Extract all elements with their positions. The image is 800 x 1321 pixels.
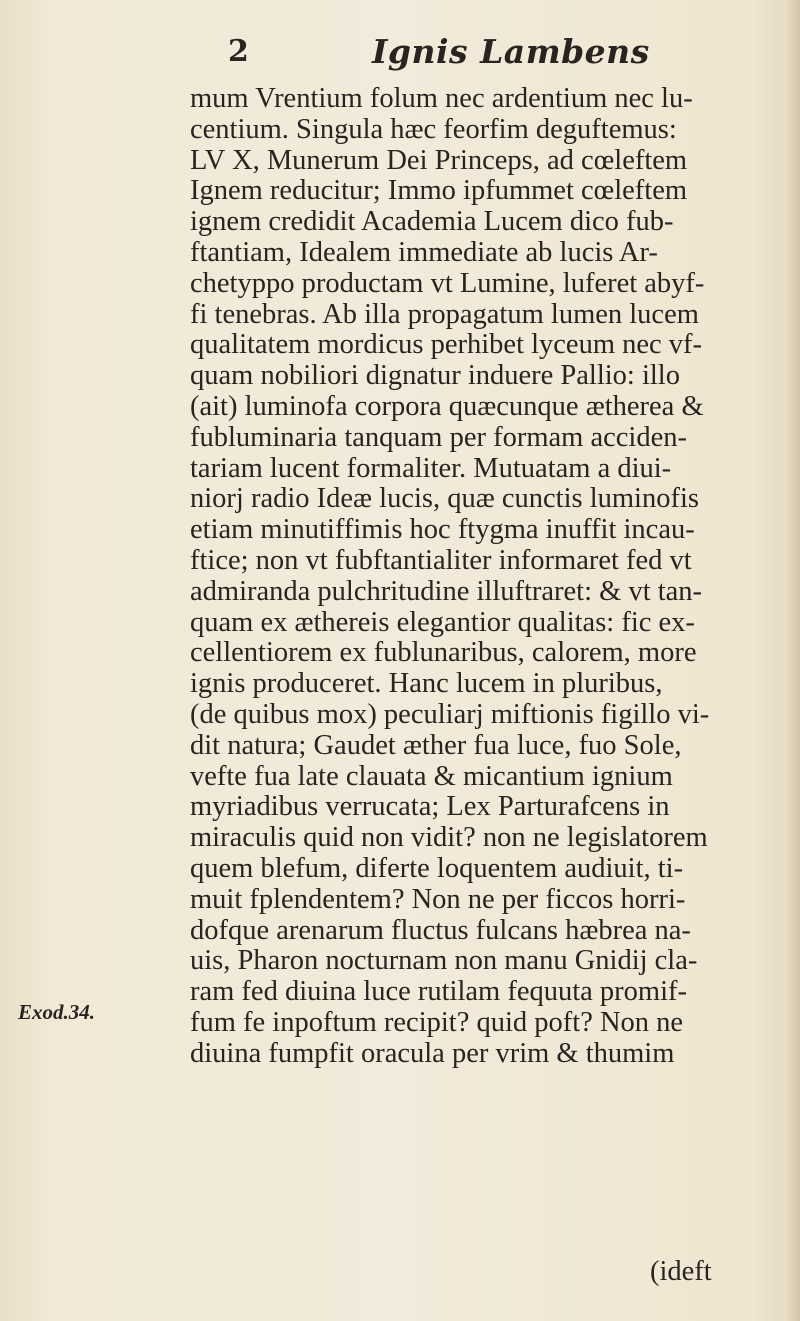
text-line: fubluminaria tanquam per formam acciden- <box>190 421 687 453</box>
page-edge-shadow <box>786 0 800 1321</box>
text-line: quam ex æthereis elegantior qualitas: fic ex- <box>190 606 695 638</box>
running-title: Ignis Lambens <box>372 32 650 71</box>
text-line: qualitatem mordicus perhibet lyceum nec vf- <box>190 329 703 361</box>
text-line: (ait) luminofa corpora quæcunque ætherea & <box>190 390 704 422</box>
text-line: quam nobiliori dignatur induere Pallio: illo <box>190 360 680 392</box>
text-line: admiranda pulchritudine illuftraret: & vt tan- <box>190 575 703 607</box>
text-line: dit natura; Gaudet æther fua luce, fuo Sole, <box>190 729 682 761</box>
text-line: fi tenebras. Ab illa propagatum lumen lucem <box>190 298 699 330</box>
page-header <box>0 30 800 80</box>
text-line: muit fplendentem? Non ne per ficcos horri- <box>190 883 686 915</box>
text-line: (de quibus mox) peculiarj miftionis figillo vi- <box>190 698 710 730</box>
text-line: ram fed diuina luce rutilam fequuta promif- <box>190 976 687 1008</box>
text-line: mum Vrentium folum nec ardentium nec lu- <box>190 83 693 114</box>
text-line: uis, Pharon nocturnam non manu Gnidij cla- <box>190 945 698 977</box>
text-line: centium. Singula hæc feorfim deguftemus: <box>190 113 677 145</box>
text-line: LV X, Munerum Dei Princeps, ad cœleftem <box>190 144 688 176</box>
text-line: vefte fua late clauata & micantium ignium <box>190 760 673 792</box>
text-line: quem blefum, diferte loquentem audiuit, ti- <box>190 852 684 884</box>
margin-note: Exod.34. <box>18 1000 96 1024</box>
page-number: 2 <box>228 34 249 69</box>
text-line: tariam lucent formaliter. Mutuatam a diui- <box>190 452 672 484</box>
text-line: dofque arenarum fluctus fulcans hæbrea na- <box>190 914 691 946</box>
text-line: cellentiorem ex fublunaribus, calorem, more <box>190 637 697 669</box>
text-line: fum fe inpoftum recipit? quid poft? Non ne <box>190 1006 684 1038</box>
text-line: etiam minutiffimis hoc ftygma inuffit incau- <box>190 514 695 546</box>
text-line: miraculis quid non vidit? non ne legislatorem <box>190 822 708 854</box>
body-text <box>190 84 780 1070</box>
text-line: chetyppo productam vt Lumine, luferet abyf- <box>190 267 705 299</box>
text-line: niorj radio Ideæ lucis, quæ cunctis luminofis <box>190 483 699 515</box>
catchword: (ideft <box>650 1256 712 1287</box>
text-line: Ignem reducitur; Immo ipfummet cœleftem <box>190 175 688 207</box>
text-line: myriadibus verrucata; Lex Parturafcens in <box>190 791 670 823</box>
text-line: ignis produceret. Hanc lucem in pluribus, <box>190 668 663 700</box>
text-line: ignem credidit Academia Lucem dico fub- <box>190 206 674 238</box>
text-line: ftantiam, Idealem immediate ab lucis Ar- <box>190 236 658 268</box>
text-line: diuina fumpfit oracula per vrim & thumim <box>190 1037 675 1069</box>
text-line: ftice; non vt fubftantialiter informaret fed vt <box>190 544 692 576</box>
